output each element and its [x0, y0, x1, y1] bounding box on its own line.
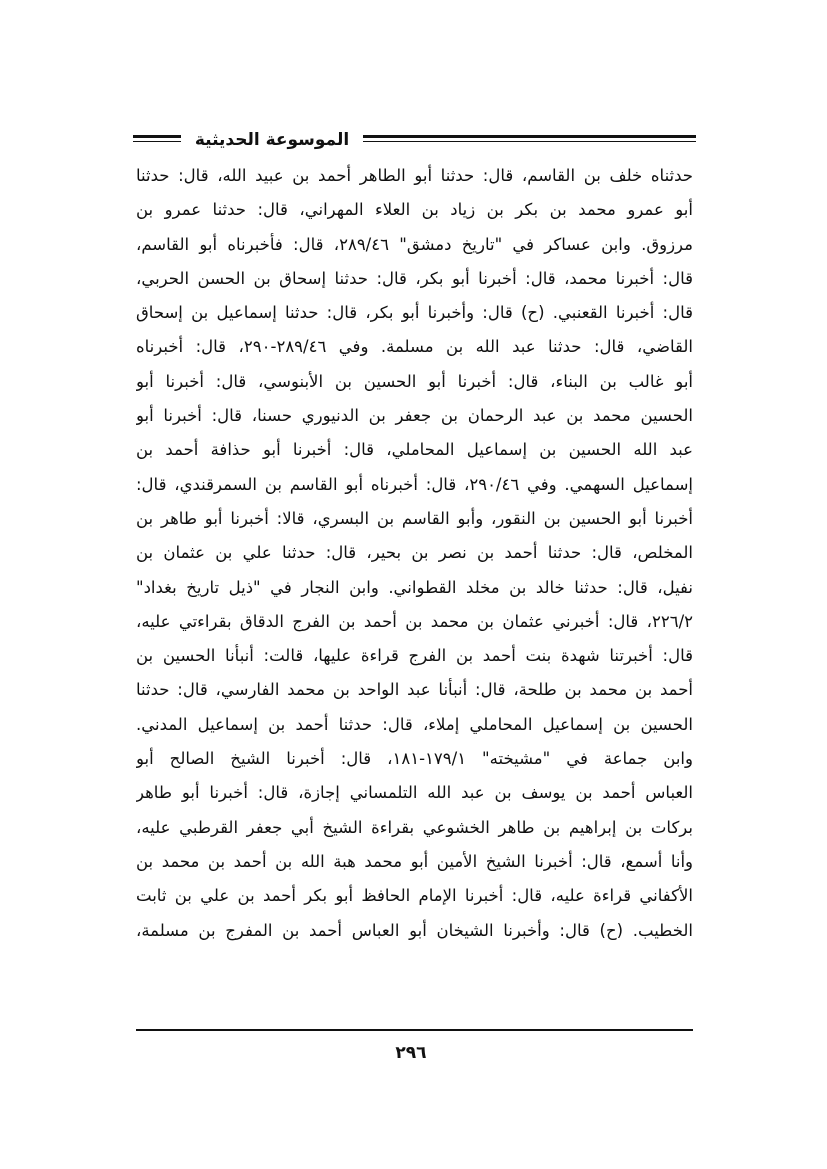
- text-line: أبو غالب بن البناء، قال: أخبرنا أبو الحسين بن الأبنوسي، قال: أخبرنا أبو: [136, 371, 693, 391]
- text-line: عبد الله الحسين بن إسماعيل المحاملي، قال: أخبرنا أبو حذافة أحمد بن: [136, 440, 693, 460]
- text-line: قال: أخبرنا محمد، قال: أخبرنا أبو بكر، قال: حدثنا إسحاق بن الحسن الحربي،: [136, 268, 693, 288]
- text-line: قال: أخبرنا القعنبي. (ح) قال: وأخبرنا أبو بكر، قال: حدثنا إسماعيل بن إسحاق: [136, 303, 693, 323]
- text-line: العباس أحمد بن يوسف بن عبد الله التلمساني إجازة، قال: أخبرنا أبو طاهر: [136, 783, 693, 803]
- text-line: حدثناه خلف بن القاسم، قال: حدثنا أبو الطاهر أحمد بن عبيد الله، قال: حدثنا: [136, 166, 693, 185]
- text-line: ٢٢٦/٢، قال: أخبرني عثمان بن محمد بن أحمد بن الفرج الدقاق بقراءتي عليه،: [136, 611, 693, 631]
- text-line: القاضي، قال: حدثنا عبد الله بن مسلمة. وفي ٢٨٩/٤٦-٢٩٠، قال: أخبرناه: [136, 337, 693, 357]
- text-line: وأنا أسمع، قال: أخبرنا الشيخ الأمين أبو محمد هبة الله بن أحمد بن محمد بن: [136, 851, 693, 871]
- running-header: [133, 126, 696, 154]
- body-text: [136, 159, 693, 948]
- text-line: أبو عمرو محمد بن بكر بن زياد بن العلاء المهراني، قال: حدثنا عمرو بن: [136, 200, 693, 220]
- text-line: إسماعيل السهمي. وفي ٢٩٠/٤٦، قال: أخبرناه أبو القاسم بن السمرقندي، قال:: [136, 474, 693, 494]
- text-line: وابن جماعة في "مشيخته" ١٧٩/١-١٨١، قال: أخبرنا الشيخ الصالح أبو: [136, 749, 693, 769]
- text-line: المخلص، قال: حدثنا أحمد بن نصر بن بحير، قال: حدثنا علي بن عثمان بن: [136, 543, 693, 563]
- text-line: أخبرنا أبو الحسين بن النقور، وأبو القاسم بن البسري، قالا: أخبرنا أبو طاهر بن: [136, 508, 693, 528]
- footer-rule: [136, 1029, 693, 1031]
- header-rule-left: [133, 135, 181, 145]
- text-line: الحسين بن إسماعيل المحاملي إملاء، قال: حدثنا أحمد بن إسماعيل المدني.: [136, 714, 693, 734]
- text-line: الأكفاني قراءة عليه، قال: أخبرنا الإمام الحافظ أبو بكر أحمد بن علي بن ثابت: [136, 886, 693, 906]
- text-line: بركات بن إبراهيم بن طاهر الخشوعي بقراءة الشيخ أبي جعفر القرطبي عليه،: [136, 817, 693, 837]
- header-title: الموسوعة الحديثية: [194, 130, 350, 150]
- text-line: نفيل، قال: حدثنا خالد بن مخلد القطواني. وابن النجار في "ذيل تاريخ بغداد": [136, 577, 693, 597]
- page-number: ٢٩٦: [395, 1043, 427, 1063]
- header-rule-right: [363, 135, 696, 145]
- text-line: قال: أخبرتنا شهدة بنت أحمد بن الفرج قراءة عليها، قالت: أنبأنا الحسين بن: [136, 646, 693, 666]
- text-line: مرزوق. وابن عساكر في "تاريخ دمشق" ٢٨٩/٤٦، قال: فأخبرناه أبو القاسم،: [136, 234, 693, 254]
- text-line: أحمد بن محمد بن طلحة، قال: أنبأنا عبد الواحد بن محمد الفارسي، قال: حدثنا: [136, 680, 693, 700]
- text-line: الحسين محمد بن عبد الرحمان بن جعفر بن الدنيوري حسنا، قال: أخبرنا أبو: [136, 406, 693, 426]
- text-line: الخطيب. (ح) قال: وأخبرنا الشيخان أبو العباس أحمد بن المفرج بن مسلمة،: [136, 920, 693, 940]
